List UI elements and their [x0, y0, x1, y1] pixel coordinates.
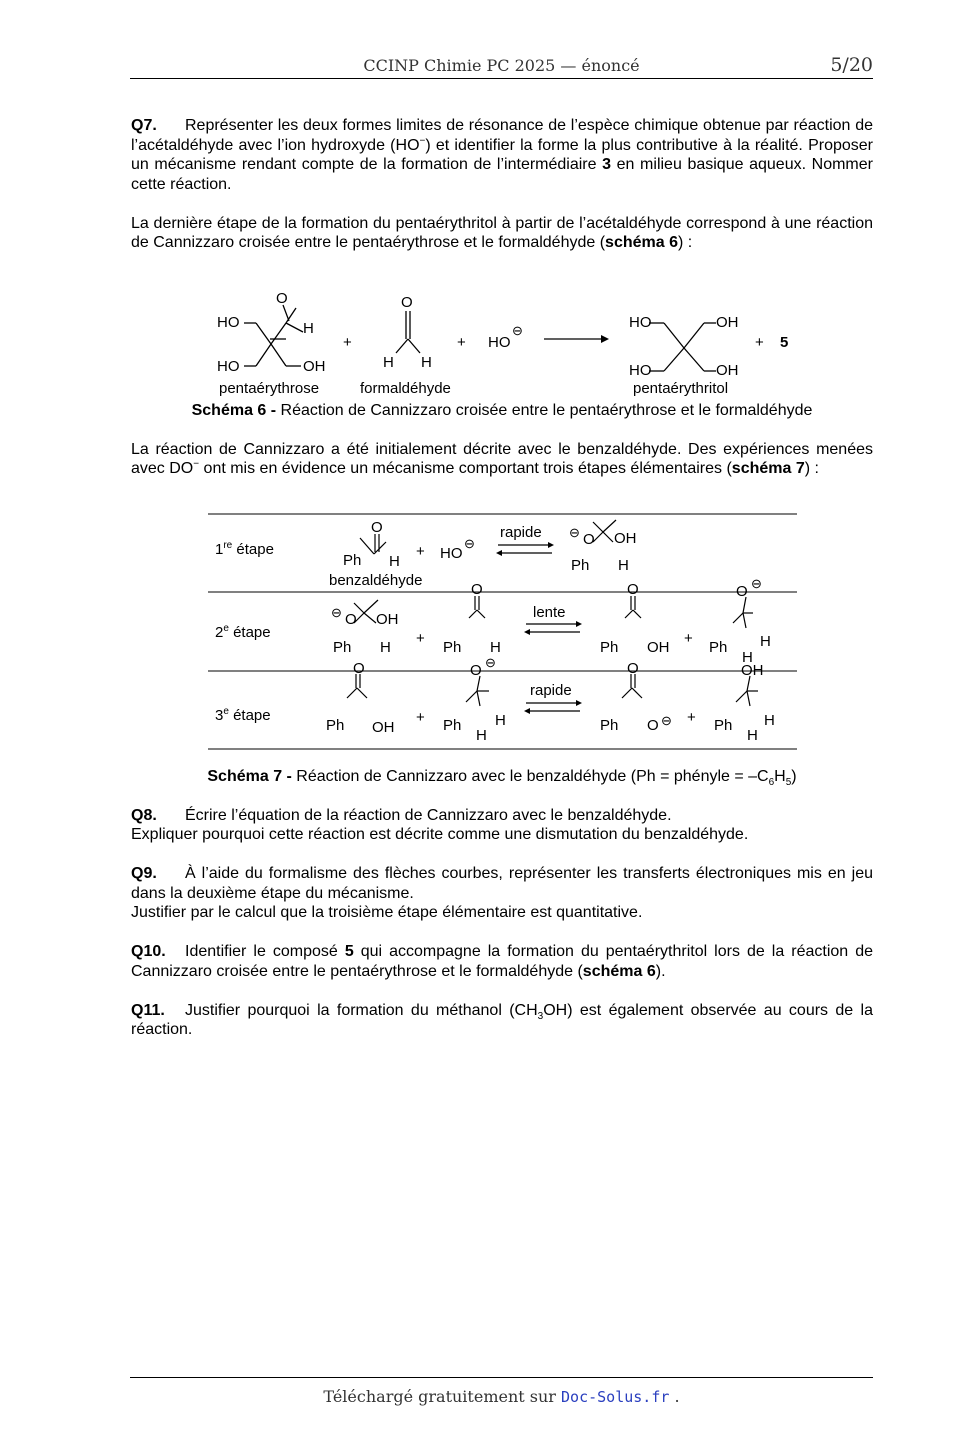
- question-11: Q11. Justifier pourquoi la formation du méthanol $(CH_3OH)$ est également observée au cours de la réaction.: [131, 1001, 873, 1038]
- svg-text:+: +: [684, 629, 693, 647]
- svg-text:OH: OH: [614, 529, 637, 547]
- svg-text:H: H: [495, 711, 506, 729]
- svg-text:OH: OH: [647, 638, 670, 656]
- svg-text:H: H: [476, 726, 487, 744]
- svg-text:H: H: [421, 353, 432, 371]
- svg-text:+: +: [755, 333, 764, 351]
- svg-text:Ph: Ph: [333, 638, 352, 656]
- scheme-7-caption: Schéma 7 - Réaction de Cannizzaro avec le benzaldéhyde (Ph = phényle = $-C_6H_5$): [207, 767, 797, 788]
- svg-text:O: O: [471, 580, 483, 598]
- question-10: Q10. Identifier le composé 5 qui accompagne la formation du pentaérythritol lors de la réaction de Cannizzaro croisée entre le pentaérythrose et le formaldéhyde (schéma 6).: [131, 943, 874, 980]
- svg-text:+: +: [416, 629, 425, 647]
- svg-text:O: O: [401, 293, 413, 311]
- svg-text:O: O: [371, 518, 383, 536]
- question-8: Q8. Écrire l’équation de la réaction de Cannizzaro avec le benzaldéhyde. Expliquer pourquoi cette réaction est décrite comme une dismutation du benzaldéhyde.: [131, 806, 749, 843]
- svg-text:H: H: [618, 556, 629, 574]
- svg-text:⊖: ⊖: [331, 604, 342, 620]
- svg-text:+: +: [687, 708, 696, 726]
- svg-text:OH: OH: [376, 610, 399, 628]
- svg-text:⊖: ⊖: [569, 524, 580, 540]
- page-content: [131, 116, 873, 1040]
- svg-text:H: H: [747, 726, 758, 744]
- svg-text:+: +: [416, 708, 425, 726]
- scheme-7-intro: La réaction de Cannizzaro a été initialement décrite avec le benzaldéhyde. Des expériences menées avec DO− ont mis en évidence un mécanisme comportant trois étapes élémentaires (schéma 7) :: [131, 440, 873, 477]
- svg-text:H: H: [303, 319, 314, 337]
- arrow-label-1: rapide: [500, 523, 542, 541]
- svg-text:OH: OH: [372, 718, 395, 736]
- svg-text:H: H: [490, 638, 501, 656]
- svg-text:H: H: [380, 638, 391, 656]
- label-formaldehyde: formaldéhyde: [360, 379, 451, 397]
- step-2-label: 2e étape: [215, 622, 271, 641]
- question-9: Q9. À l’aide du formalisme des flèches courbes, représenter les transferts électroniques mis en jeu dans la deuxième étape du mécanisme. Justifier par le calcul que la troisième étape élémentaire est quantitative.: [131, 865, 873, 921]
- svg-text:HO: HO: [629, 361, 652, 379]
- label-pentaerythritol: pentaérythritol: [633, 379, 729, 397]
- arrow-label-3: rapide: [530, 681, 572, 699]
- question-label: Q7.: [131, 117, 157, 134]
- svg-text:O: O: [627, 659, 639, 677]
- svg-text:O: O: [470, 661, 482, 679]
- svg-text:O: O: [583, 530, 595, 548]
- svg-text:O: O: [736, 582, 748, 600]
- svg-text:⊖: ⊖: [751, 575, 762, 591]
- page-footer: Téléchargé gratuitement sur Doc-Solus.fr .: [130, 1377, 873, 1406]
- svg-text:O: O: [627, 580, 639, 598]
- svg-text:HO: HO: [217, 357, 240, 375]
- svg-text:O: O: [276, 289, 288, 307]
- scheme-6-intro: La dernière étape de la formation du pentaérythritol à partir de l’acétaldéhyde correspond à une réaction de Cannizzaro croisée entre le pentaérythrose et le formaldéhyde (schéma 6) :: [131, 214, 873, 251]
- svg-text:OH: OH: [716, 313, 739, 331]
- svg-text:HO: HO: [629, 313, 652, 331]
- svg-text:⊖: ⊖: [485, 654, 496, 670]
- svg-text:H: H: [760, 632, 771, 650]
- page-number: 5/20: [830, 54, 873, 76]
- scheme-6: [131, 253, 873, 397]
- step-1-label: 1re étape: [215, 539, 274, 558]
- label-pentaerythrose: pentaérythrose: [219, 379, 320, 397]
- scheme-7-drawing: [131, 490, 873, 752]
- label-benzaldehyde: benzaldéhyde: [329, 571, 423, 589]
- svg-text:Ph: Ph: [443, 716, 462, 734]
- svg-text:HO: HO: [217, 313, 240, 331]
- scheme-7: [131, 490, 873, 752]
- svg-text:Ph: Ph: [326, 716, 345, 734]
- svg-text:H: H: [764, 711, 775, 729]
- compound-5: 5: [780, 333, 789, 351]
- svg-text:HO: HO: [440, 544, 463, 562]
- svg-text:+: +: [416, 542, 425, 560]
- svg-text:H: H: [389, 552, 400, 570]
- svg-text:OH: OH: [741, 661, 764, 679]
- svg-text:+: +: [457, 333, 466, 351]
- svg-text:H: H: [742, 648, 753, 666]
- svg-text:⊖: ⊖: [661, 712, 672, 728]
- svg-text:Ph: Ph: [571, 556, 590, 574]
- svg-text:Ph: Ph: [443, 638, 462, 656]
- svg-text:⊖: ⊖: [464, 535, 475, 551]
- header-title: CCINP Chimie PC 2025 — énoncé: [363, 56, 640, 75]
- svg-text:⊖: ⊖: [512, 322, 523, 338]
- svg-text:HO: HO: [488, 333, 511, 351]
- svg-text:H: H: [383, 353, 394, 371]
- svg-text:O: O: [647, 716, 659, 734]
- doc-solus-link[interactable]: Doc-Solus.fr: [561, 1388, 670, 1406]
- svg-text:Ph: Ph: [343, 551, 362, 569]
- page-header: [130, 52, 873, 79]
- question-7: Q7. Représenter les deux formes limites de résonance de l’espèce chimique obtenue par réaction de l’acétaldéhyde avec l’ion hydroxyde (HO−) et identifier la forme la plus contributive à la réalité. Proposer un mécanisme rendant compte de la formation de l’intermédiaire 3 en milieu basique aqueux. Nommer cette réaction.: [131, 117, 873, 193]
- svg-text:Ph: Ph: [600, 716, 619, 734]
- svg-text:O: O: [353, 659, 365, 677]
- svg-text:OH: OH: [716, 361, 739, 379]
- step-3-label: 3e étape: [215, 705, 271, 724]
- svg-text:Ph: Ph: [714, 716, 733, 734]
- svg-text:OH: OH: [303, 357, 326, 375]
- svg-text:O: O: [345, 610, 357, 628]
- svg-text:Ph: Ph: [600, 638, 619, 656]
- scheme-6-drawing: [131, 253, 873, 397]
- svg-text:Ph: Ph: [709, 638, 728, 656]
- scheme-6-caption: Schéma 6 - Réaction de Cannizzaro croisée entre le pentaérythrose et le formaldéhyde: [191, 401, 813, 419]
- arrow-label-2: lente: [533, 603, 566, 621]
- svg-text:+: +: [343, 333, 352, 351]
